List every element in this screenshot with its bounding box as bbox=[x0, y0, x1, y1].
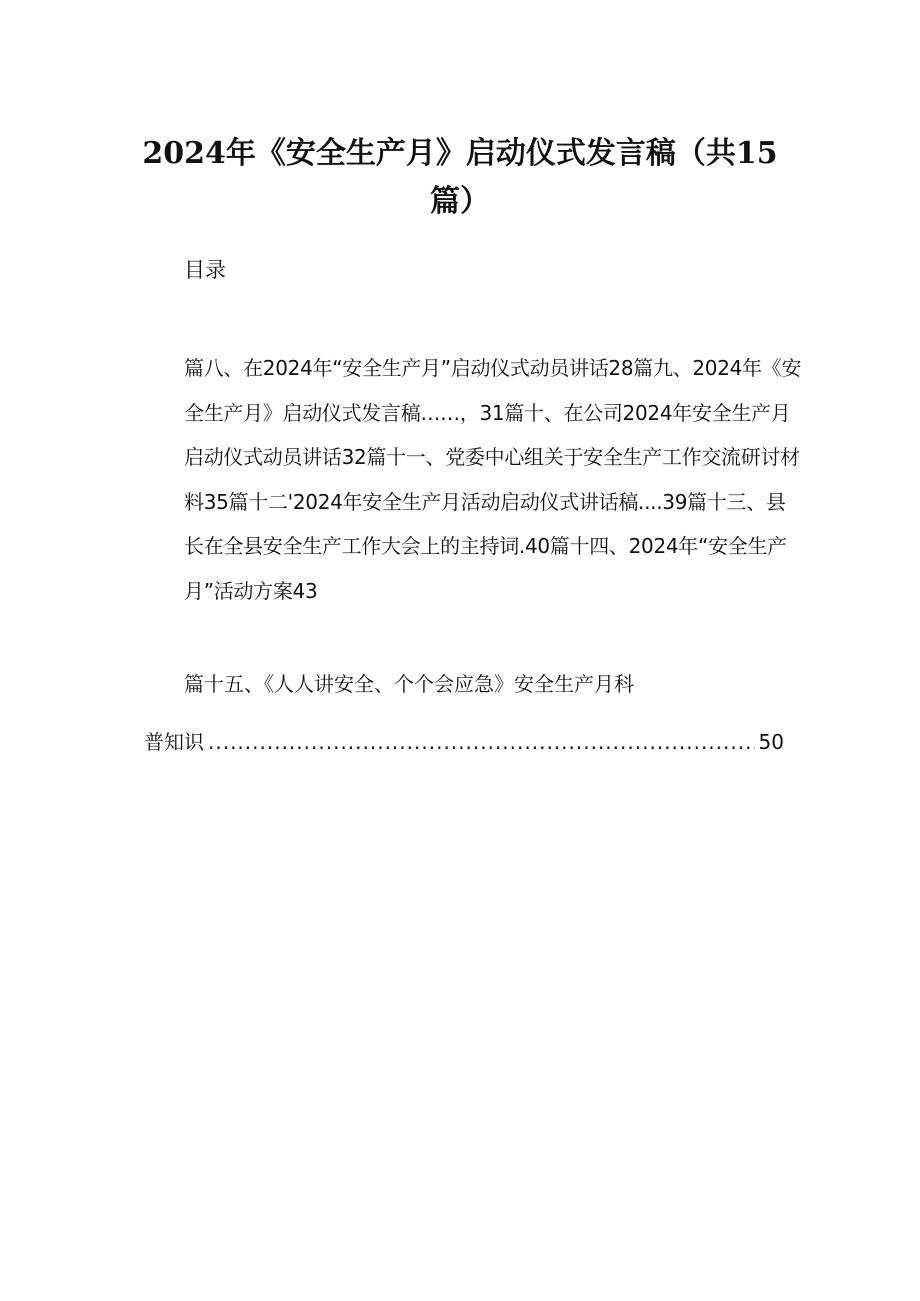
toc-paragraph: 篇八、在2024年“安全生产月”启动仪式动员讲话28篇九、2024年《安全生产月》启动仪式发言稿……，31篇十、在公司2024年安全生产月启动仪式动员讲话32篇十一、党委中心组关于安全生产工作交流研讨材料35篇十二'2024年安全生产月活动启动仪式讲话稿....39篇十三、县长在全县安全生产工作大会上的主持词.40篇十四、2024年“安全生产月”活动方案43 bbox=[184, 356, 802, 603]
toc-item-15-text: 普知识 bbox=[144, 730, 204, 754]
document-title: 2024年《安全生产月》启动仪式发言稿（共15篇） bbox=[142, 136, 778, 219]
toc-leader-dots bbox=[208, 724, 755, 760]
toc-heading: 目录 bbox=[184, 258, 226, 282]
toc-item-15-line2 bbox=[144, 724, 784, 760]
toc-item-15-line1: 篇十五、《人人讲安全、个个会应急》安全生产月科 bbox=[184, 672, 634, 696]
toc-item-15-page-number: 50 bbox=[758, 730, 784, 754]
